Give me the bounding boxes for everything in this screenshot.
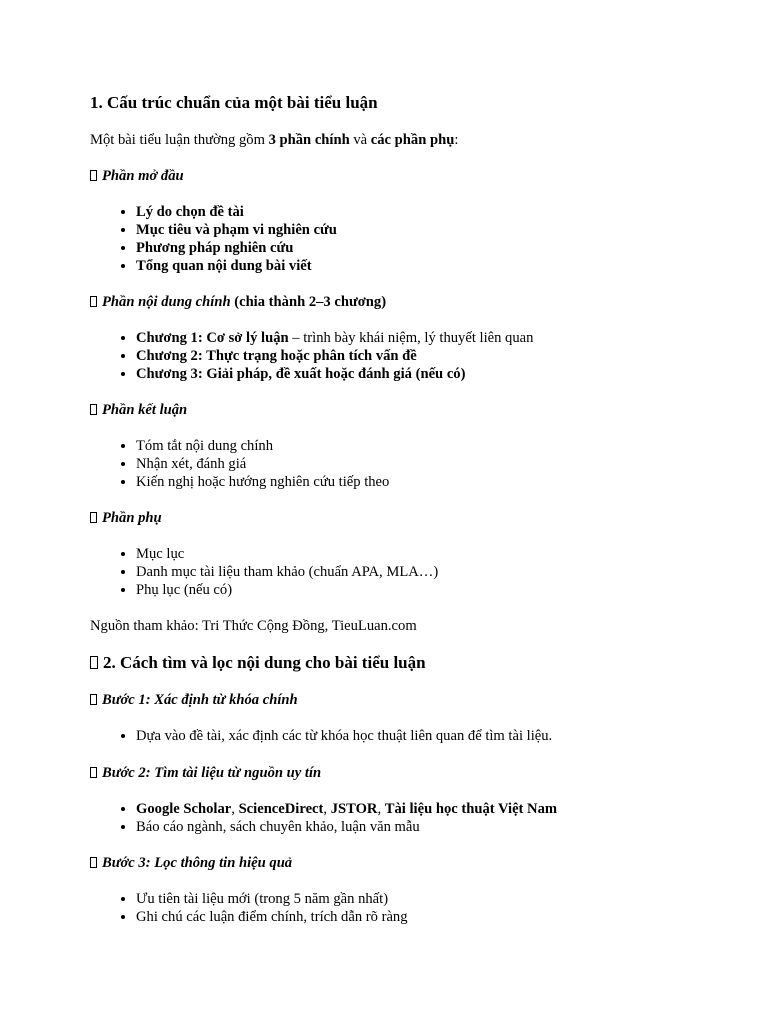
- source-google-scholar: Google Scholar: [136, 801, 232, 817]
- list-item-bold: Chương 2: Thực trạng hoặc phân tích vấn đề: [136, 348, 417, 364]
- list-item: • Dựa vào đề tài, xác định các từ khóa học thuật liên quan để tìm tài liệu.: [136, 727, 552, 745]
- list-noi-dung: [90, 329, 533, 383]
- list-item: [136, 239, 337, 257]
- list-mo-dau: [90, 203, 337, 275]
- intro-text-pre: Một bài tiểu luận thường gồm: [90, 132, 269, 148]
- missing-glyph-icon: [90, 767, 97, 778]
- subheading-noi-dung: [90, 293, 386, 311]
- subheading-step-2: [90, 764, 321, 782]
- separator: ,: [323, 801, 331, 817]
- list-item: [136, 203, 337, 221]
- list-item-text: Lý do chọn đề tài: [136, 204, 244, 220]
- subheading-mo-dau-label: Phần mở đầu: [102, 168, 184, 184]
- list-item-text: Tổng quan nội dung bài viết: [136, 258, 312, 274]
- missing-glyph-icon: [90, 512, 97, 523]
- section-heading-2: [90, 652, 426, 674]
- missing-glyph-icon: [90, 404, 97, 415]
- list-step-1: [90, 727, 552, 745]
- list-item: • Phụ lục (nếu có): [136, 581, 438, 599]
- missing-glyph-icon: [90, 296, 97, 307]
- separator: ,: [231, 801, 239, 817]
- intro-text-mid: và: [349, 132, 371, 148]
- list-item: • Tóm tắt nội dung chính: [136, 437, 389, 455]
- list-item: • Ghi chú các luận điểm chính, trích dẫn rõ ràng: [136, 908, 408, 926]
- source-vietnam-academic: Tài liệu học thuật Việt Nam: [384, 801, 558, 817]
- list-item-text: – trình bày khái niệm, lý thuyết liên quan: [288, 330, 534, 346]
- subheading-ket-luan-label: Phần kết luận: [102, 402, 188, 418]
- subheading-phan-phu: [90, 509, 162, 527]
- list-item: [136, 329, 533, 347]
- subheading-step-1-label: Bước 1: Xác định từ khóa chính: [102, 692, 298, 708]
- intro-bold-sub-parts: các phần phụ: [370, 132, 455, 148]
- list-item: • Danh mục tài liệu tham khảo (chuẩn APA, MLA…): [136, 563, 438, 581]
- list-item: • Ưu tiên tài liệu mới (trong 5 năm gần nhất): [136, 890, 408, 908]
- subheading-step-2-label: Bước 2: Tìm tài liệu từ nguồn uy tín: [102, 765, 322, 781]
- list-item: [136, 347, 533, 365]
- subheading-phan-phu-label: Phần phụ: [102, 510, 162, 526]
- subheading-step-1: [90, 691, 298, 709]
- list-item: • Kiến nghị hoặc hướng nghiên cứu tiếp theo: [136, 473, 389, 491]
- list-phan-phu: [90, 545, 438, 599]
- list-ket-luan: [90, 437, 389, 491]
- section-heading-1: 1. Cấu trúc chuẩn của một bài tiểu luận: [90, 93, 378, 112]
- list-item-text: Mục tiêu và phạm vi nghiên cứu: [136, 222, 337, 238]
- source-sciencedirect: ScienceDirect: [238, 801, 324, 817]
- source-line: Nguồn tham khảo: Tri Thức Cộng Đồng, TieuLuan.com: [90, 618, 417, 634]
- subheading-ket-luan: [90, 401, 187, 419]
- list-item: • Mục lục: [136, 545, 438, 563]
- list-item-text: Phương pháp nghiên cứu: [136, 240, 294, 256]
- missing-glyph-icon: [90, 857, 97, 868]
- missing-glyph-icon: [90, 694, 97, 705]
- list-item: [136, 257, 337, 275]
- subheading-noi-dung-label: Phần nội dung chính: [102, 294, 231, 310]
- subheading-noi-dung-suffix: (chia thành 2–3 chương): [230, 294, 387, 310]
- subheading-step-3: [90, 854, 292, 872]
- list-step-2: [90, 800, 557, 836]
- intro-text-post: :: [454, 132, 459, 148]
- list-step-3: [90, 890, 408, 926]
- source-jstor: JSTOR: [330, 801, 378, 817]
- intro-paragraph: [90, 131, 458, 149]
- subheading-step-3-label: Bước 3: Lọc thông tin hiệu quả: [102, 855, 293, 871]
- list-item: • Nhận xét, đánh giá: [136, 455, 389, 473]
- subheading-mo-dau: [90, 167, 184, 185]
- intro-bold-main-parts: 3 phần chính: [268, 132, 350, 148]
- list-item: • Báo cáo ngành, sách chuyên khảo, luận văn mẫu: [136, 818, 557, 836]
- missing-glyph-icon: [90, 170, 97, 181]
- list-item-bold: Chương 1: Cơ sở lý luận: [136, 330, 289, 346]
- separator: ,: [377, 801, 385, 817]
- list-item: [136, 221, 337, 239]
- list-item-bold: Chương 3: Giải pháp, đề xuất hoặc đánh giá (nếu có): [136, 366, 466, 382]
- list-item: [136, 365, 533, 383]
- missing-glyph-icon: [90, 656, 98, 669]
- list-item: [136, 800, 557, 818]
- section-heading-2-label: 2. Cách tìm và lọc nội dung cho bài tiểu luận: [103, 653, 426, 672]
